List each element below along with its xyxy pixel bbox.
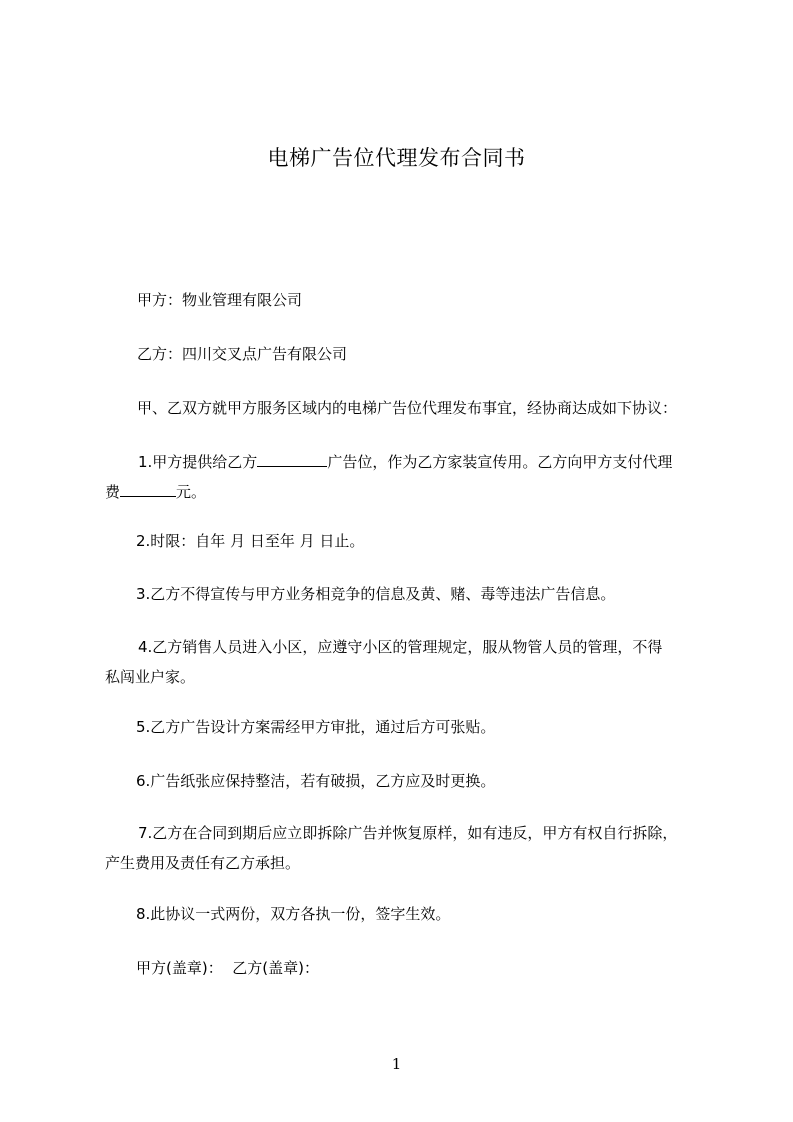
clause-7-line-1: 7.乙方在合同到期后应立即拆除广告并恢复原样，如有违反，甲方有权自行拆除，: [138, 824, 678, 842]
clause-4-line-2: 私闯业户家。: [105, 668, 196, 686]
clause-4: [105, 632, 725, 692]
clause-3: 3.乙方不得宣传与甲方业务相竞争的信息及黄、赌、毒等违法广告信息。: [136, 585, 616, 603]
clause-1-line-2: [105, 477, 725, 507]
page-number: 1: [391, 1055, 402, 1073]
ad-slot-blank: [257, 452, 327, 467]
clause-1-text-a: 1.甲方提供给乙方: [138, 453, 258, 471]
fee-amount-blank: [120, 482, 176, 497]
clause-6: 6.广告纸张应保持整洁，若有破损，乙方应及时更换。: [136, 772, 496, 790]
clause-4-line-1: 4.乙方销售人员进入小区，应遵守小区的管理规定，服从物管人员的管理，不得: [138, 638, 663, 656]
document-title: 电梯广告位代理发布合同书: [267, 146, 526, 170]
clause-7: [105, 818, 725, 878]
signature-line: 甲方(盖章)： 乙方(盖章)：: [136, 959, 319, 977]
party-b-line: 乙方：四川交叉点广告有限公司: [137, 345, 348, 363]
clause-1-text-b: 广告位，作为乙方家装宣传用。乙方向甲方支付代理: [327, 453, 673, 471]
clause-8: 8.此协议一式两份，双方各执一份，签字生效。: [136, 905, 451, 923]
party-a-line: 甲方：物业管理有限公司: [137, 291, 303, 309]
clause-5: 5.乙方广告设计方案需经甲方审批，通过后方可张贴。: [136, 718, 496, 736]
clause-1-text-d: 元。: [176, 483, 207, 501]
clause-2: 2.时限：自年 月 日至年 月 日止。: [136, 532, 365, 550]
intro-paragraph: 甲、乙双方就甲方服务区域内的电梯广告位代理发布事宜，经协商达成如下协议：: [137, 399, 678, 417]
clause-7-line-2: 产生费用及责任有乙方承担。: [105, 854, 301, 872]
clause-1-text-c: 费: [105, 483, 121, 501]
clause-1-line-1: [105, 447, 725, 477]
clause-1: [105, 447, 725, 507]
